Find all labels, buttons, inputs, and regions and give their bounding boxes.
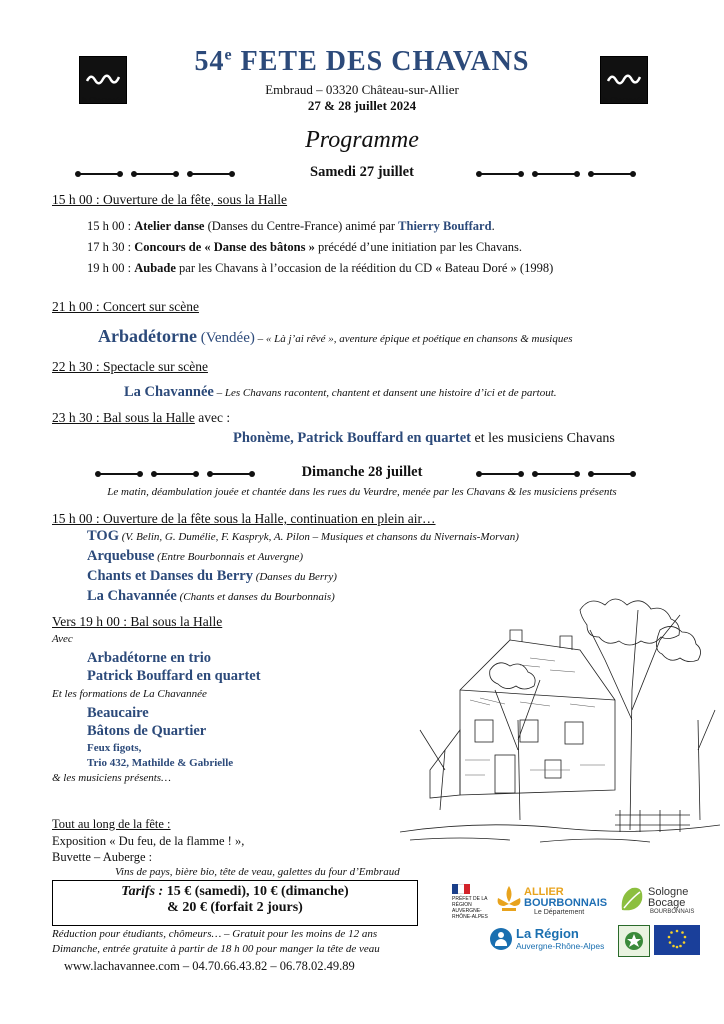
departement-text: Le Département xyxy=(534,909,585,916)
dates: 27 & 28 juillet 2024 xyxy=(307,98,417,113)
avec-label: Avec xyxy=(52,633,73,645)
exposition: Exposition « Du feu, de la flamme ! », xyxy=(52,834,245,848)
small-formation: Feux figots, xyxy=(87,742,142,754)
bal-sunday: Vers 19 h 00 : Bal sous la Halle xyxy=(52,614,223,629)
formation: Bâtons de Quartier xyxy=(87,723,207,739)
eu-logo xyxy=(654,925,700,955)
region-person-icon xyxy=(490,928,512,950)
fleur-de-lys-icon xyxy=(494,884,524,916)
bourbonnais-text: BOURBONNAIS xyxy=(524,897,608,909)
prefet-text: PRÉFET DE LA RÉGION AUVERGNE-RHÔNE-ALPES xyxy=(452,896,488,920)
allier-text: ALLIER xyxy=(524,886,564,898)
region-subtext: Auvergne-Rhône-Alpes xyxy=(516,941,605,951)
divider xyxy=(480,473,520,475)
leader-logo xyxy=(618,925,650,957)
buvette: Buvette – Auberge : xyxy=(52,850,153,864)
region-logo xyxy=(490,926,615,954)
saturday-item: 19 h 00 : Aubade par les Chavans à l’occasion de la réédition du CD « Bateau Doré » (1998) xyxy=(87,261,554,275)
small-formation: Trio 432, Mathilde & Gabrielle xyxy=(87,757,234,769)
divider xyxy=(536,173,576,175)
allier-logo xyxy=(494,884,614,920)
sunday-opening: 15 h 00 : Ouverture de la fête sous la Halle, continuation en plein air… xyxy=(52,511,436,526)
leaf-icon xyxy=(618,884,646,914)
programme-heading: Programme xyxy=(305,127,419,153)
logo-caption-right: la Chavannée xyxy=(602,95,644,104)
divider xyxy=(592,173,632,175)
bal-band: Arbadétorne en trio xyxy=(87,650,212,666)
concert-line: Arbadétorne (Vendée) – « Là j’ai rêvé », aventure épique et poétique en chansons & musiques xyxy=(98,326,573,346)
saturday-heading: Samedi 27 juillet xyxy=(310,164,414,180)
reduction-line: Réduction pour étudiants, chômeurs… – Gratuit pour les moins de 12 ans xyxy=(52,928,378,940)
sunday-group: La Chavannée (Chants et danses du Bourbonnais) xyxy=(87,588,335,604)
show-time: 22 h 30 : Spectacle sur scène xyxy=(52,359,208,374)
divider xyxy=(592,473,632,475)
sunday-morning: Le matin, déambulation jouée et chantée dans les rues du Veurdre, menée par les Chavans & les musiciens présents xyxy=(107,486,617,498)
tarifs-line1: Tarifs : 15 € (samedi), 10 € (dimanche) xyxy=(121,884,349,899)
sologne-text: Sologne xyxy=(648,886,689,898)
prefet-logo xyxy=(452,884,492,920)
saturday-opening: 15 h 00 : Ouverture de la fête, sous la Halle xyxy=(52,192,288,207)
show-line: La Chavannée – Les Chavans racontent, chantent et dansent une histoire d’ici et de partout. xyxy=(124,384,557,400)
bal-saturday-bands: Phonème, Patrick Bouffard en quartet et les musiciens Chavans xyxy=(233,430,615,446)
sunday-group: TOG (V. Belin, G. Dumélie, F. Kaspryk, A. Pilon – Musiques et chansons du Nivernais-Morvan) xyxy=(87,528,519,544)
house-sketch-illustration xyxy=(400,570,720,870)
divider xyxy=(480,173,520,175)
reduction-line: Dimanche, entrée gratuite à partir de 18 h 00 pour manger la tête de veau xyxy=(52,943,380,955)
bal-saturday: 23 h 30 : Bal sous la Halle avec : xyxy=(52,410,231,425)
formation: Beaucaire xyxy=(87,705,149,721)
french-flag-icon xyxy=(452,884,470,894)
region-text: La Région xyxy=(516,926,579,941)
tarifs-box xyxy=(52,880,418,926)
logo-caption-left: la Chavannée xyxy=(81,95,123,104)
saturday-item: 17 h 30 : Concours de « Danse des bâtons » précédé d’une initiation par les Chavans. xyxy=(87,240,523,254)
bocage-text: Bocage xyxy=(648,897,686,909)
all-fete-heading: Tout au long de la fête : xyxy=(52,817,171,831)
sologne-bocage-logo xyxy=(618,884,718,920)
eu-flag-icon xyxy=(654,925,700,955)
leader-star-icon xyxy=(619,926,649,956)
location: Embraud – 03320 Château-sur-Allier xyxy=(265,82,459,97)
formations-intro: Et les formations de La Chavannée xyxy=(52,688,207,700)
sunday-group: Chants et Danses du Berry (Danses du Berry) xyxy=(87,568,337,584)
sunday-group: Arquebuse (Entre Bourbonnais et Auvergne) xyxy=(87,548,304,564)
sunday-heading: Dimanche 28 juillet xyxy=(301,464,423,480)
musicians-present: & les musiciens présents… xyxy=(52,772,171,784)
concert-time: 21 h 00 : Concert sur scène xyxy=(52,299,199,314)
saturday-item: 15 h 00 : Atelier danse (Danses du Centre-France) animé par Thierry Bouffard. xyxy=(87,219,495,233)
bourbonnais-small-text: BOURBONNAIS xyxy=(650,909,695,915)
bal-band: Patrick Bouffard en quartet xyxy=(87,668,261,684)
food: Vins de pays, bière bio, tête de veau, galettes du four d’Embraud xyxy=(115,866,400,878)
contact-line: www.lachavannee.com – 04.70.66.43.82 – 06.78.02.49.89 xyxy=(64,959,355,973)
tarifs-line2: & 20 € (forfait 2 jours) xyxy=(167,900,303,915)
divider xyxy=(536,473,576,475)
page-title: 54e FETE DES CHAVANS xyxy=(194,46,530,77)
